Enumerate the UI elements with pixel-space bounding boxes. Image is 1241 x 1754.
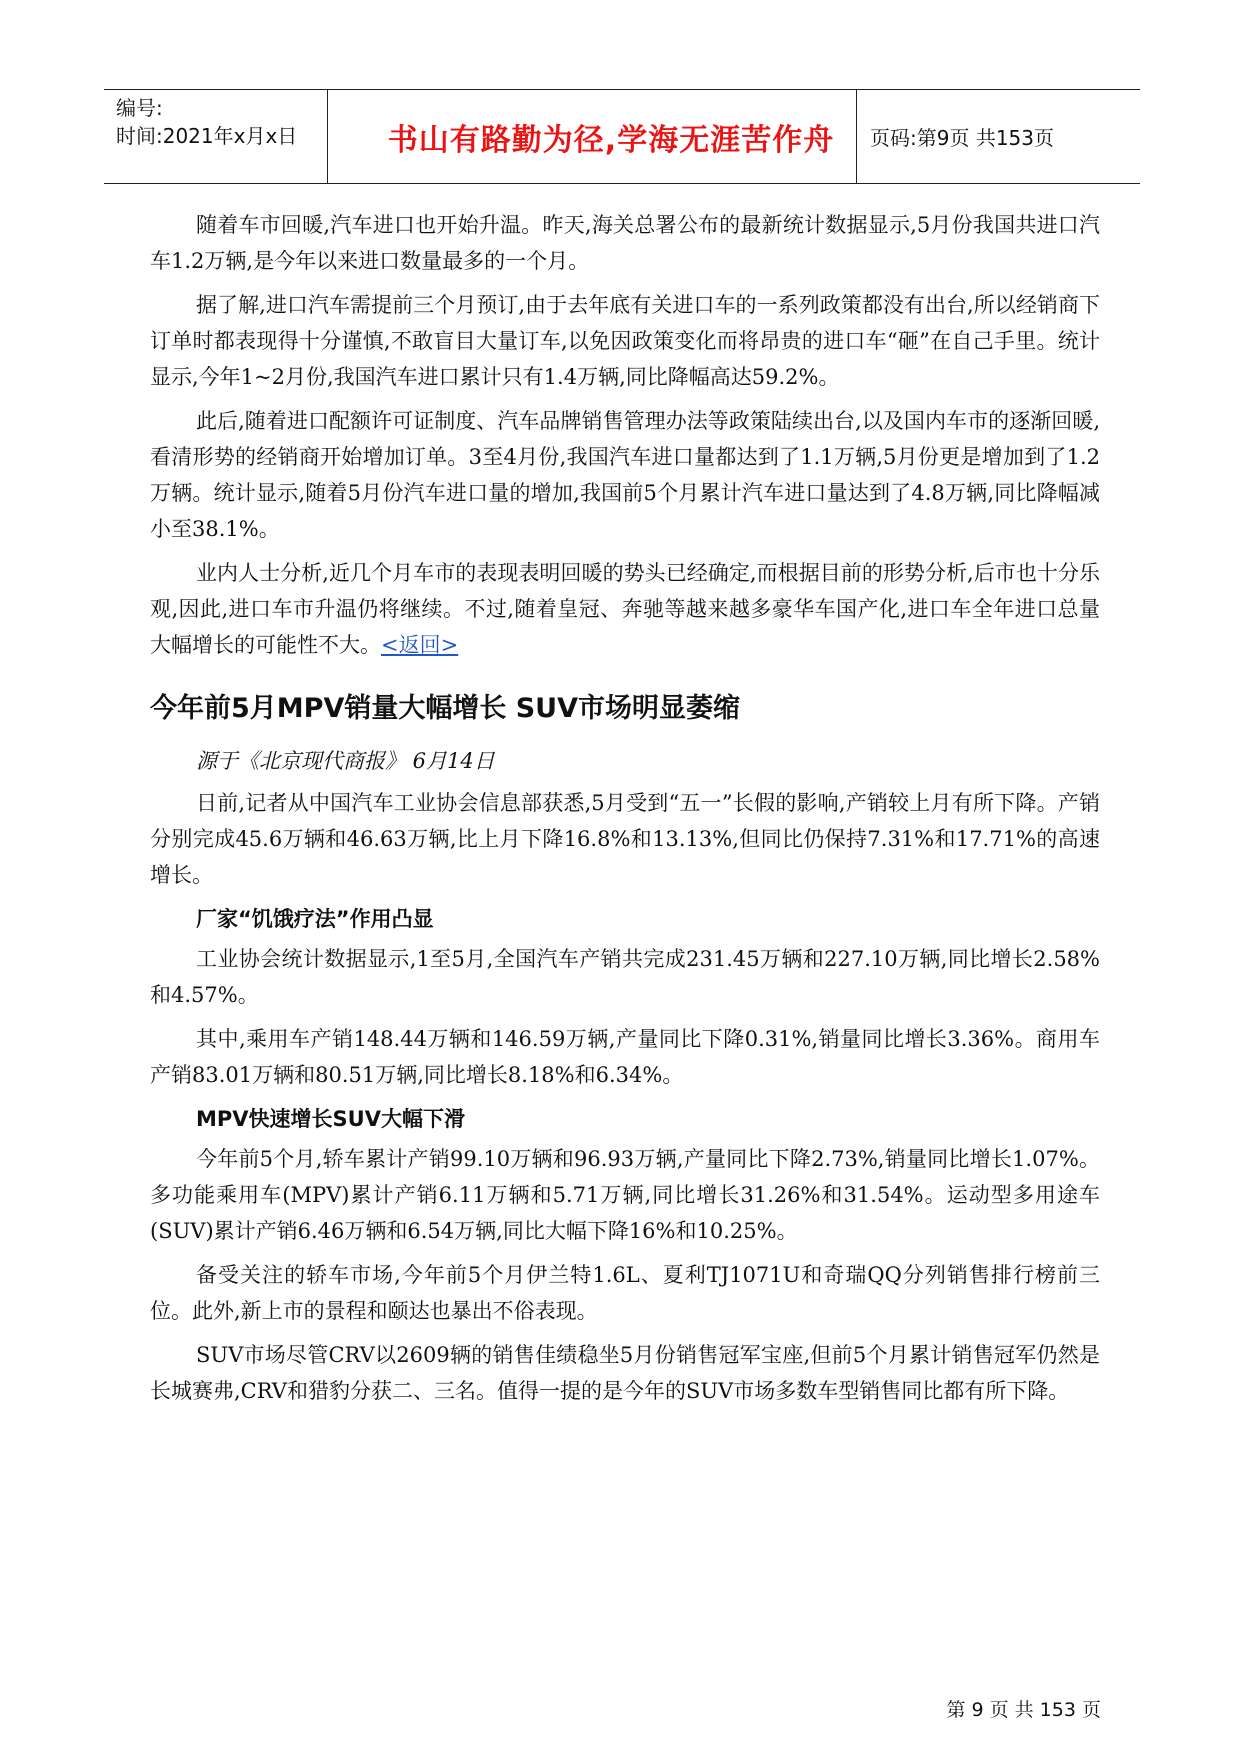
article2-title: 今年前5月MPV销量大幅增长 SUV市场明显萎缩 bbox=[150, 693, 741, 724]
page-footer: 第 9 页 共 153 页 bbox=[946, 1699, 1101, 1721]
header-divider-left bbox=[327, 90, 328, 183]
section2-paragraph-3: SUV市场尽管CRV以2609辆的销售佳绩稳坐5月份销售冠军宝座,但前5个月累计销售冠军仍然是长城赛弗,CRV和猎豹分获二、三名。值得一提的是今年的SUV市场多数车型销售同比都有所下降。 bbox=[150, 1343, 1100, 1403]
document-body bbox=[150, 207, 1100, 1417]
header-motto: 书山有路勤为径,学海无涯苦作舟 bbox=[387, 122, 835, 158]
article1-paragraph-3: 此后,随着进口配额许可证制度、汽车品牌销售管理办法等政策陆续出台,以及国内车市的逐渐回暖,看清形势的经销商开始增加订单。3至4月份,我国汽车进口量都达到了1.1万辆,5月份更是增加到了1.2万辆。统计显示,随着5月份汽车进口量的增加,我国前5个月累计汽车进口量达到了4.8万辆,同比降幅减小至38.1%。 bbox=[150, 409, 1100, 541]
section1-paragraph-1: 工业协会统计数据显示,1至5月,全国汽车产销共完成231.45万辆和227.10万辆,同比增长2.58%和4.57%。 bbox=[150, 947, 1100, 1007]
article2-intro: 日前,记者从中国汽车工业协会信息部获悉,5月受到“五一”长假的影响,产销较上月有所下降。产销分别完成45.6万辆和46.63万辆,比上月下降16.8%和13.13%,但同比仍保持7.31%和17.71%的高速增长。 bbox=[150, 791, 1100, 887]
article1-paragraph-1: 随着车市回暖,汽车进口也开始升温。昨天,海关总署公布的最新统计数据显示,5月份我国共进口汽车1.2万辆,是今年以来进口数量最多的一个月。 bbox=[150, 213, 1100, 273]
section1-paragraph-2: 其中,乘用车产销148.44万辆和146.59万辆,产量同比下降0.31%,销量同比增长3.36%。商用车产销83.01万辆和80.51万辆,同比增长8.18%和6.34%。 bbox=[150, 1027, 1100, 1087]
header-page-label: 页码:第9页 共153页 bbox=[870, 126, 1054, 150]
article1-paragraph-4 bbox=[150, 555, 1100, 663]
section2-paragraph-2: 备受关注的轿车市场,今年前5个月伊兰特1.6L、夏利TJ1071U和奇瑞QQ分列销售排行榜前三位。此外,新上市的景程和颐达也暴出不俗表现。 bbox=[150, 1263, 1100, 1323]
page-header bbox=[104, 89, 1140, 184]
header-divider-right bbox=[856, 90, 857, 183]
article2-source: 源于《北京现代商报》 6月14日 bbox=[196, 749, 495, 773]
header-number-label: 编号: bbox=[116, 96, 163, 120]
section1-title: 厂家“饥饿疗法”作用凸显 bbox=[196, 907, 434, 931]
article1-paragraph-2: 据了解,进口汽车需提前三个月预订,由于去年底有关进口车的一系列政策都没有出台,所以经销商下订单时都表现得十分谨慎,不敢盲目大量订车,以免因政策变化而将昂贵的进口车“砸”在自己手里。统计显示,今年1~2月份,我国汽车进口累计只有1.4万辆,同比降幅高达59.2%。 bbox=[150, 293, 1100, 389]
back-link[interactable]: <返回> bbox=[381, 633, 459, 657]
header-time-label: 时间:2021年x月x日 bbox=[116, 124, 298, 148]
header-meta bbox=[116, 94, 297, 150]
section2-title: MPV快速增长SUV大幅下滑 bbox=[196, 1107, 465, 1131]
section2-paragraph-1: 今年前5个月,轿车累计产销99.10万辆和96.93万辆,产量同比下降2.73%,销量同比增长1.07%。多功能乘用车(MPV)累计产销6.11万辆和5.71万辆,同比增长31.26%和31.54%。运动型多用途车(SUV)累计产销6.46万辆和6.54万辆,同比大幅下降16%和10.25%。 bbox=[150, 1147, 1100, 1243]
article1-paragraph-4-text: 业内人士分析,近几个月车市的表现表明回暖的势头已经确定,而根据目前的形势分析,后市也十分乐观,因此,进口车市升温仍将继续。不过,随着皇冠、奔驰等越来越多豪华车国产化,进口车全年进口总量大幅增长的可能性不大。 bbox=[150, 561, 1100, 657]
